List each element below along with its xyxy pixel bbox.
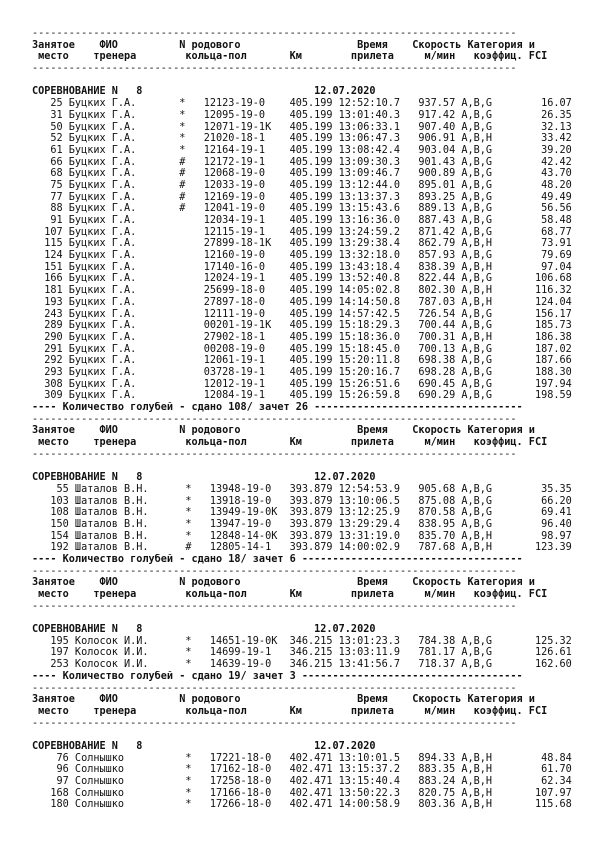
separator-line: ------------------------------------------------------------------------------- [32,600,517,612]
table-row: 91 Буцких Г.А. 12034-19-1 405.199 13:16:36.0 887.43 A,B,G 58.48 [32,215,572,226]
table-row: 66 Буцких Г.А. # 12172-19-1 405.199 13:09:30.3 901.43 A,B,G 42.42 [32,156,572,168]
table-row: 290 Буцких Г.А. 27902-18-1 405.199 15:18:36.0 700.31 A,B,H 186.38 [32,331,572,343]
table-row: 88 Буцких Г.А. # 12041-19-0 405.199 13:15:43.6 889.13 A,B,G 56.56 [32,203,572,215]
column-header-line-2: место тренера кольца-пол Км прилета м/мин коэффиц. FCI [32,51,548,63]
table-row: 180 Солнышко * 17266-18-0 402.471 14:00:58.9 803.36 A,B,H 115.68 [32,799,572,811]
table-row: 293 Буцких Г.А. 03728-19-1 405.199 15:20:16.7 698.28 A,B,G 188.30 [32,366,572,378]
table-row: 253 Колосок И.И. * 14639-19-0 346.215 13:41:56.7 718.37 A,B,G 162.60 [32,659,572,671]
table-row: 50 Буцких Г.А. * 12071-19-1К 405.199 13:06:33.1 907.40 A,B,G 32.13 [32,121,572,133]
blank-line [32,612,600,624]
separator-line: ------------------------------------------------------------------------------- [32,448,517,460]
separator-line: ------------------------------------------------------------------------------- [32,63,517,75]
table-row: 150 Шаталов В.Н. * 13947-19-0 393.879 13:29:29.4 838.95 A,B,G 96.40 [32,518,572,530]
table-row: 181 Буцких Г.А. 25699-18-0 405.199 14:05:02.8 802.30 A,B,H 116.32 [32,285,572,297]
table-row: 168 Солнышко * 17166-18-0 402.471 13:50:22.3 820.75 A,B,H 107.97 [32,787,572,799]
result-section-1 [32,28,600,414]
competition-heading: СОРЕВНОВАНИЕ N 8 12.07.2020 [32,472,376,484]
table-row: 197 Колосок И.И. * 14699-19-1 346.215 13:03:11.9 781.17 A,B,G 126.61 [32,647,572,659]
table-row: 97 Солнышко * 17258-18-0 402.471 13:15:40.4 883.24 A,B,H 62.34 [32,776,572,787]
table-row: 308 Буцких Г.А. 12012-19-1 405.199 15:26:51.6 690.45 A,B,G 197.94 [32,378,572,390]
column-header-line-1: Занятое ФИО N родового Время Скорость Категория и [32,425,535,437]
column-header-line-2: место тренера кольца-пол Км прилета м/мин коэффиц. FCI [32,705,548,717]
table-row: 55 Шаталов В.Н. * 13948-19-0 393.879 12:54:53.9 905.68 A,B,G 35.35 [32,483,572,495]
table-row: 76 Солнышко * 17221-18-0 402.471 13:10:01.5 894.33 A,B,H 48.84 [32,752,572,764]
table-row: 77 Буцких Г.А. # 12169-19-0 405.199 13:13:37.3 893.25 A,B,G 49.49 [32,191,572,203]
result-section-4 [32,683,600,812]
table-row: 108 Шаталов В.Н. * 13949-19-0К 393.879 13:12:25.9 870.58 A,B,G 69.41 [32,507,572,519]
blank-line [32,729,600,741]
column-header-line-1: Занятое ФИО N родового Время Скорость Категория и [32,694,535,706]
column-header-line-1: Занятое ФИО N родового Время Скорость Категория и [32,577,535,589]
table-row: 192 Шаталов В.Н. # 12805-14-1 393.879 14:00:02.9 787.68 A,B,H 123.39 [32,542,572,554]
table-row: 151 Буцких Г.А. 17140-16-0 405.199 13:43:18.4 838.39 A,B,H 97.04 [32,261,572,273]
separator-line: ------------------------------------------------------------------------------- [32,565,517,577]
table-row: 291 Буцких Г.А. 00208-19-0 405.199 15:18:45.0 700.13 A,B,G 187.02 [32,343,572,355]
result-section-3 [32,566,600,683]
table-row: 115 Буцких Г.А. 27899-18-1К 405.199 13:29:38.4 862.79 A,B,H 73.91 [32,238,572,250]
competition-heading: СОРЕВНОВАНИЕ N 8 12.07.2020 [32,740,376,752]
blank-line [32,460,600,472]
table-row: 154 Шаталов В.Н. * 12848-14-0К 393.879 13:31:19.0 835.70 A,B,H 98.97 [32,530,572,542]
table-row: 107 Буцких Г.А. 12115-19-1 405.199 13:24:59.2 871.42 A,B,G 68.77 [32,226,572,238]
blank-line [32,75,600,87]
table-row: 25 Буцких Г.А. * 12123-19-0 405.199 12:52:10.7 937.57 A,B,G 16.07 [32,98,572,110]
separator-line: ------------------------------------------------------------------------------- [32,682,517,694]
separator-line: ------------------------------------------------------------------------------- [32,717,517,729]
competition-heading: СОРЕВНОВАНИЕ N 8 12.07.2020 [32,624,376,636]
table-row: 292 Буцких Г.А. 12061-19-1 405.199 15:20:11.8 698.38 A,B,G 187.66 [32,355,572,367]
table-row: 289 Буцких Г.А. 00201-19-1К 405.199 15:18:29.3 700.44 A,B,G 185.73 [32,320,572,332]
table-row: 195 Колосок И.И. * 14651-19-0К 346.215 13:01:23.3 784.38 A,B,G 125.32 [32,635,572,647]
column-header-line-2: место тренера кольца-пол Км прилета м/мин коэффиц. FCI [32,437,548,449]
table-row: 75 Буцких Г.А. # 12033-19-0 405.199 13:12:44.0 895.01 A,B,G 48.20 [32,179,572,191]
section-summary: ---- Количество голубей - сдано 108/ зачет 26 ---------------------------------- [32,402,523,413]
table-row: 31 Буцких Г.А. * 12095-19-0 405.199 13:01:40.3 917.42 A,B,G 26.35 [32,109,572,121]
section-summary: ---- Количество голубей - сдано 19/ зачет 3 ------------------------------------ [32,670,523,682]
section-summary: ---- Количество голубей - сдано 18/ зачет 6 ------------------------------------ [32,553,523,565]
separator-line: ------------------------------------------------------------------------------- [32,28,517,39]
table-row: 103 Шаталов В.Н. * 13918-19-0 393.879 13:10:06.5 875.08 A,B,G 66.20 [32,495,572,507]
table-row: 166 Буцких Г.А. 12024-19-1 405.199 13:52:40.8 822.44 A,B,G 106.68 [32,273,572,285]
competition-heading: СОРЕВНОВАНИЕ N 8 12.07.2020 [32,86,376,98]
table-row: 309 Буцких Г.А. 12084-19-1 405.199 15:26:59.8 690.29 A,B,G 198.59 [32,390,572,402]
table-row: 61 Буцких Г.А. * 12164-19-1 405.199 13:08:42.4 903.04 A,B,G 39.20 [32,144,572,156]
column-header-line-2: место тренера кольца-пол Км прилета м/мин коэффиц. FCI [32,589,548,600]
table-row: 243 Буцких Г.А. 12111-19-0 405.199 14:57:42.5 726.54 A,B,G 156.17 [32,308,572,320]
separator-line: ------------------------------------------------------------------------------- [32,413,517,425]
result-section-2 [32,414,600,566]
table-row: 96 Солнышко * 17162-18-0 402.471 13:15:37.2 883.35 A,B,H 61.70 [32,764,572,776]
table-row: 124 Буцких Г.А. 12160-19-0 405.199 13:32:18.0 857.93 A,B,G 79.69 [32,250,572,262]
table-row: 52 Буцких Г.А. * 21020-18-1 405.199 13:06:47.3 906.91 A,B,H 33.42 [32,133,572,145]
table-row: 68 Буцких Г.А. # 12068-19-0 405.199 13:09:46.7 900.89 A,B,G 43.70 [32,168,572,180]
table-row: 193 Буцких Г.А. 27897-18-0 405.199 14:14:50.8 787.03 A,B,H 124.04 [32,296,572,308]
column-header-line-1: Занятое ФИО N родового Время Скорость Категория и [32,39,535,51]
